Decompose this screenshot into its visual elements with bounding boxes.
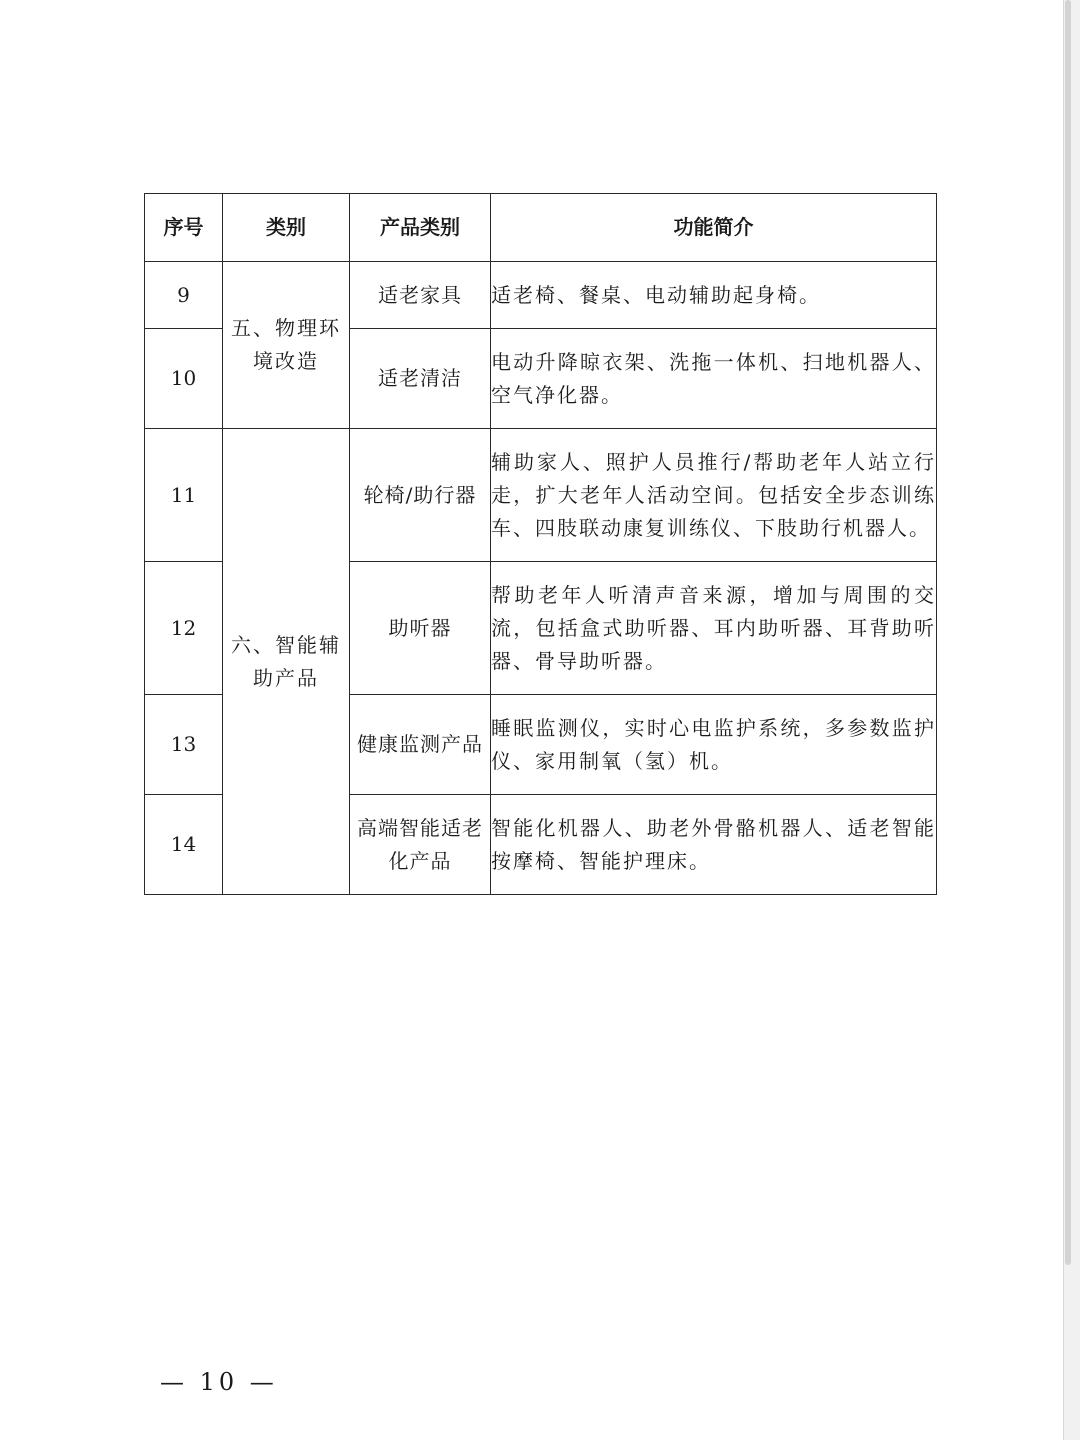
- product-type-cell: 健康监测产品: [350, 695, 491, 795]
- table-row: [145, 429, 937, 562]
- header-description: 功能简介: [491, 194, 937, 262]
- product-type-cell: 适老清洁: [350, 329, 491, 429]
- page-number: — 10 —: [160, 1368, 278, 1396]
- header-category: 类别: [223, 194, 350, 262]
- product-type-cell: 助听器: [350, 562, 491, 695]
- description-cell: 智能化机器人、助老外骨骼机器人、适老智能按摩椅、智能护理床。: [491, 795, 937, 895]
- table-header-row: [145, 194, 937, 262]
- product-type-cell: 适老家具: [350, 262, 491, 329]
- header-product-type: 产品类别: [350, 194, 491, 262]
- row-number: 10: [145, 329, 223, 429]
- description-cell: 睡眠监测仪，实时心电监护系统，多参数监护仪、家用制氧（氢）机。: [491, 695, 937, 795]
- row-number: 11: [145, 429, 223, 562]
- table-row: [145, 262, 937, 329]
- scrollbar-thumb[interactable]: [1065, 0, 1071, 1265]
- product-type-cell: 高端智能适老化产品: [350, 795, 491, 895]
- description-cell: 电动升降晾衣架、洗拖一体机、扫地机器人、空气净化器。: [491, 329, 937, 429]
- row-number: 14: [145, 795, 223, 895]
- description-cell: 辅助家人、照护人员推行/帮助老年人站立行走，扩大老年人活动空间。包括安全步态训练车、四肢联动康复训练仪、下肢助行机器人。: [491, 429, 937, 562]
- product-table: [144, 193, 937, 895]
- row-number: 12: [145, 562, 223, 695]
- row-number: 13: [145, 695, 223, 795]
- row-number: 9: [145, 262, 223, 329]
- product-type-cell: 轮椅/助行器: [350, 429, 491, 562]
- description-cell: 适老椅、餐桌、电动辅助起身椅。: [491, 262, 937, 329]
- category-cell: 六、智能辅助产品: [223, 429, 350, 895]
- category-cell: 五、物理环境改造: [223, 262, 350, 429]
- description-cell: 帮助老年人听清声音来源，增加与周围的交流，包括盒式助听器、耳内助听器、耳背助听器、骨导助听器。: [491, 562, 937, 695]
- header-no: 序号: [145, 194, 223, 262]
